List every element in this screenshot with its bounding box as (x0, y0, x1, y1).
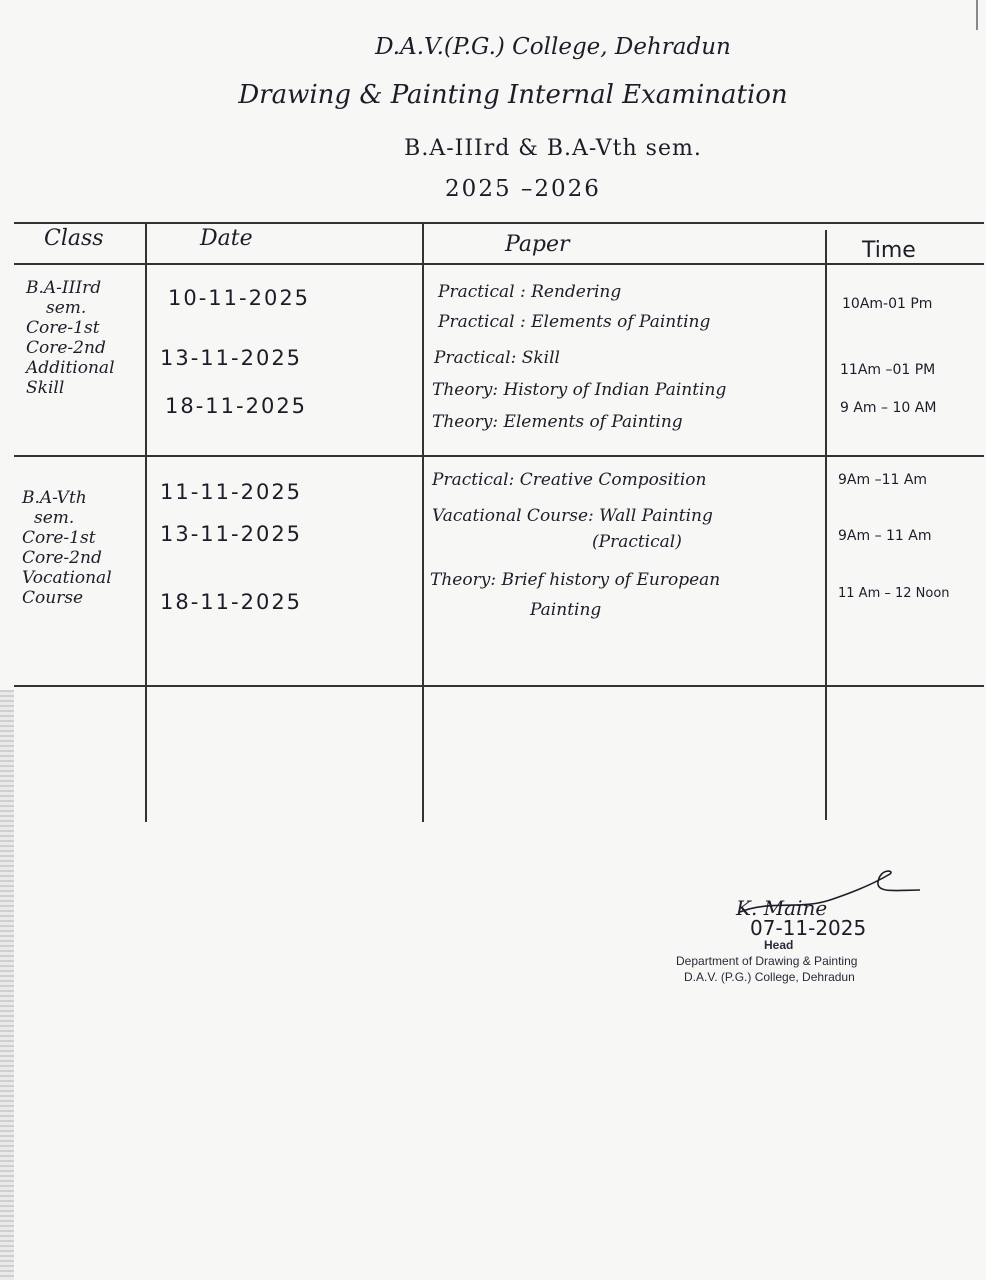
paper-name: Vacational Course: Wall Painting (432, 506, 713, 526)
column-divider (825, 230, 827, 820)
stamp-department: Department of Drawing & Painting (676, 954, 858, 968)
exam-date: 18-11-2025 (160, 590, 303, 614)
signature-date: 07-11-2025 (750, 916, 867, 940)
scan-edge-mark (976, 0, 978, 30)
paper-name: Theory: History of Indian Painting (432, 380, 727, 400)
stamp-college: D.A.V. (P.G.) College, Dehradun (684, 970, 855, 984)
exam-time: 9Am – 11 Am (838, 528, 932, 544)
college-title: D.A.V.(P.G.) College, Dehradun (375, 34, 731, 60)
header-bottom-rule (14, 263, 984, 265)
exam-time: 10Am-01 Pm (842, 296, 933, 312)
stamp-title: Head (764, 938, 794, 952)
column-header-time: Time (862, 238, 916, 263)
semester-title: B.A-IIIrd & B.A-Vth sem. (404, 136, 702, 161)
paper-name: Practical: Creative Composition (432, 470, 707, 490)
session-year: 2025 –2026 (445, 176, 601, 202)
paper-name: Theory: Elements of Painting (432, 412, 683, 432)
exam-time: 11 Am – 12 Noon (838, 586, 950, 601)
column-header-date: Date (200, 226, 253, 251)
exam-time: 9Am –11 Am (838, 472, 928, 488)
exam-date: 13-11-2025 (160, 346, 303, 370)
signatory-name: K. Maine (736, 896, 828, 920)
column-divider (145, 222, 147, 822)
column-header-paper: Paper (505, 232, 570, 257)
scan-edge (0, 690, 14, 1280)
exam-date: 18-11-2025 (165, 394, 308, 418)
paper-name: Practical : Rendering (438, 282, 622, 302)
exam-date: 13-11-2025 (160, 522, 303, 546)
paper-name: Painting (530, 600, 602, 620)
column-header-class: Class (44, 226, 104, 251)
exam-date: 11-11-2025 (160, 480, 303, 504)
exam-time: 9 Am – 10 AM (840, 400, 937, 416)
group-separator-rule (14, 455, 984, 457)
class-label: B.A-IIIrd sem. Core-1st Core-2nd Additional Skill (26, 278, 115, 398)
paper-name: (Practical) (592, 532, 682, 552)
paper-name: Practical : Elements of Painting (438, 312, 711, 332)
class-label: B.A-Vth sem. Core-1st Core-2nd Vocational Course (22, 488, 112, 608)
exam-date: 10-11-2025 (168, 286, 311, 310)
exam-time: 11Am –01 PM (840, 362, 936, 378)
paper-name: Practical: Skill (434, 348, 560, 368)
table-top-rule (14, 222, 984, 224)
column-divider (422, 222, 424, 822)
table-bottom-rule (14, 685, 984, 687)
exam-title: Drawing & Painting Internal Examination (238, 80, 788, 110)
paper-name: Theory: Brief history of European (430, 570, 721, 590)
